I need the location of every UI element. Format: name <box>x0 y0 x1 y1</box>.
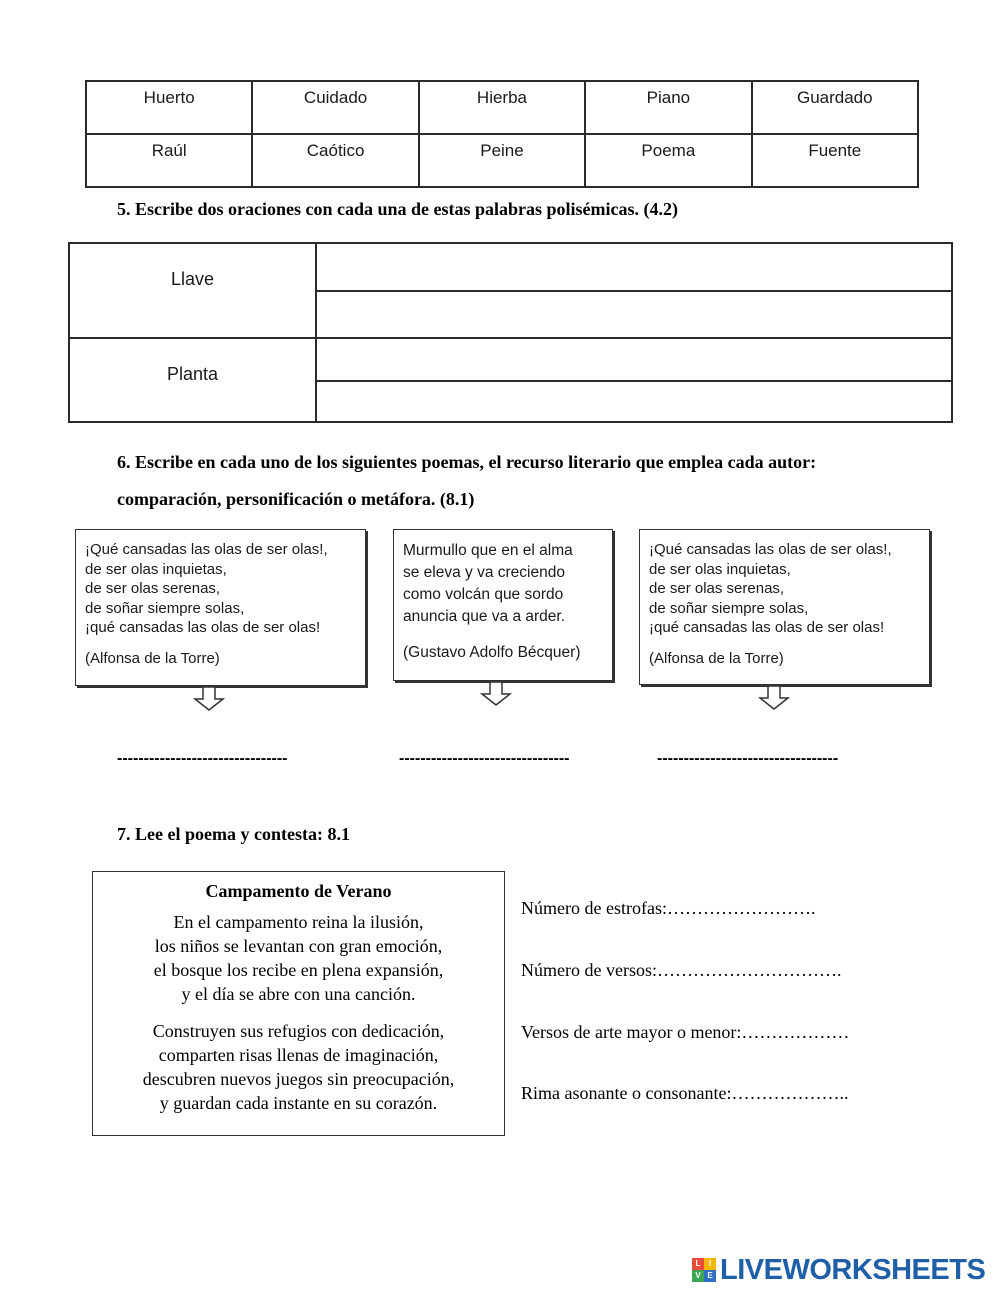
word-cell: Raúl <box>86 134 252 187</box>
liveworksheets-logo <box>692 1255 985 1285</box>
logo-mark-letter: E <box>704 1270 716 1282</box>
sentence-answer-line[interactable] <box>317 292 951 337</box>
poem-line: ¡qué cansadas las olas de ser olas! <box>649 619 885 636</box>
poem-line: ¡Qué cansadas las olas de ser olas!, <box>649 541 892 558</box>
poem-box <box>639 529 930 685</box>
table-row <box>86 134 918 187</box>
question-7-heading: 7. Lee el poema y contesta: 8.1 <box>117 824 350 844</box>
poem-line: de ser olas serenas, <box>85 580 221 597</box>
poem-author: (Alfonsa de la Torre) <box>85 649 220 667</box>
logo-mark-icon <box>692 1258 716 1282</box>
poem-line: se eleva y va creciendo <box>403 564 565 581</box>
verse: Construyen sus refugios con dedicación, <box>152 1021 445 1041</box>
verse: y guardan cada instante en su corazón. <box>159 1093 438 1113</box>
verse: comparten risas llenas de imaginación, <box>158 1045 439 1065</box>
poem-line: de ser olas inquietas, <box>649 560 791 578</box>
poem-line: ¡qué cansadas las olas de ser olas! <box>85 619 321 636</box>
stanza-1 <box>93 910 504 1006</box>
poem-line: de ser olas inquietas, <box>85 560 227 578</box>
logo-mark-letter: V <box>692 1270 704 1282</box>
poem-line: Murmullo que en el alma <box>403 542 573 559</box>
table-row <box>86 81 918 134</box>
verse: En el campamento reina la ilusión, <box>173 912 424 932</box>
poem-line: de soñar siempre solas, <box>649 599 809 617</box>
question-arte-mayor-menor[interactable]: Versos de arte mayor o menor:……………… <box>521 1022 850 1042</box>
poem-title: Campamento de Verano <box>205 881 392 901</box>
word-cell: Peine <box>419 134 585 187</box>
word-cell: Fuente <box>752 134 918 187</box>
sentence-answer-line[interactable] <box>317 382 951 423</box>
poem-box <box>75 529 366 686</box>
word-table <box>85 80 919 188</box>
question-rima[interactable]: Rima asonante o consonante:……………….. <box>521 1083 849 1103</box>
poem-line: como volcán que sordo <box>403 586 564 603</box>
polysemic-word-planta: Planta <box>166 364 219 384</box>
poem-box <box>393 529 613 681</box>
question-stanzas[interactable]: Número de estrofas:……………………. <box>521 898 816 918</box>
word-cell: Guardado <box>752 81 918 134</box>
answer-line-1[interactable]: -------------------------------- <box>117 750 288 767</box>
poem-line: anuncia que va a arder. <box>403 608 566 625</box>
answer-line-2[interactable]: -------------------------------- <box>399 750 570 767</box>
poem-line: de ser olas serenas, <box>649 580 785 597</box>
down-arrow-icon <box>479 681 513 707</box>
word-cell: Huerto <box>86 81 252 134</box>
campamento-poem-box <box>92 871 505 1136</box>
verse: los niños se levantan con gran emoción, <box>154 936 443 956</box>
question-verses[interactable]: Número de versos:…………………………. <box>521 960 842 980</box>
poem-author: (Gustavo Adolfo Bécquer) <box>403 644 581 661</box>
sentence-answer-line[interactable] <box>317 244 951 290</box>
poem-author: (Alfonsa de la Torre) <box>649 649 784 667</box>
sentence-answer-line[interactable] <box>317 339 951 380</box>
poem-line: ¡Qué cansadas las olas de ser olas!, <box>85 541 328 558</box>
logo-text: LIVEWORKSHEETS <box>720 1253 986 1286</box>
verse: descubren nuevos juegos sin preocupación, <box>142 1069 455 1089</box>
word-cell: Poema <box>585 134 751 187</box>
stanza-2 <box>93 1019 504 1115</box>
verse: y el día se abre con una canción. <box>181 984 416 1004</box>
logo-mark-letter: I <box>704 1258 716 1270</box>
word-cell: Caótico <box>252 134 418 187</box>
word-cell: Cuidado <box>252 81 418 134</box>
answer-line-3[interactable]: ---------------------------------- <box>657 750 839 767</box>
down-arrow-icon <box>757 685 791 711</box>
poem-line: de soñar siempre solas, <box>85 599 245 617</box>
down-arrow-icon <box>192 686 226 712</box>
question-6-heading: 6. Escribe en cada uno de los siguientes poemas, el recurso literario que emplea cada autor: <box>117 452 817 472</box>
question-6-heading-cont: comparación, personificación o metáfora. (8.1) <box>117 489 475 509</box>
polysemic-word-llave: Llave <box>170 269 215 289</box>
sentences-table <box>68 242 953 423</box>
question-5-heading: 5. Escribe dos oraciones con cada una de estas palabras polisémicas. (4.2) <box>117 199 679 219</box>
word-cell: Hierba <box>419 81 585 134</box>
word-cell: Piano <box>585 81 751 134</box>
logo-mark-letter: L <box>692 1258 704 1270</box>
verse: el bosque los recibe en plena expansión, <box>153 960 444 980</box>
